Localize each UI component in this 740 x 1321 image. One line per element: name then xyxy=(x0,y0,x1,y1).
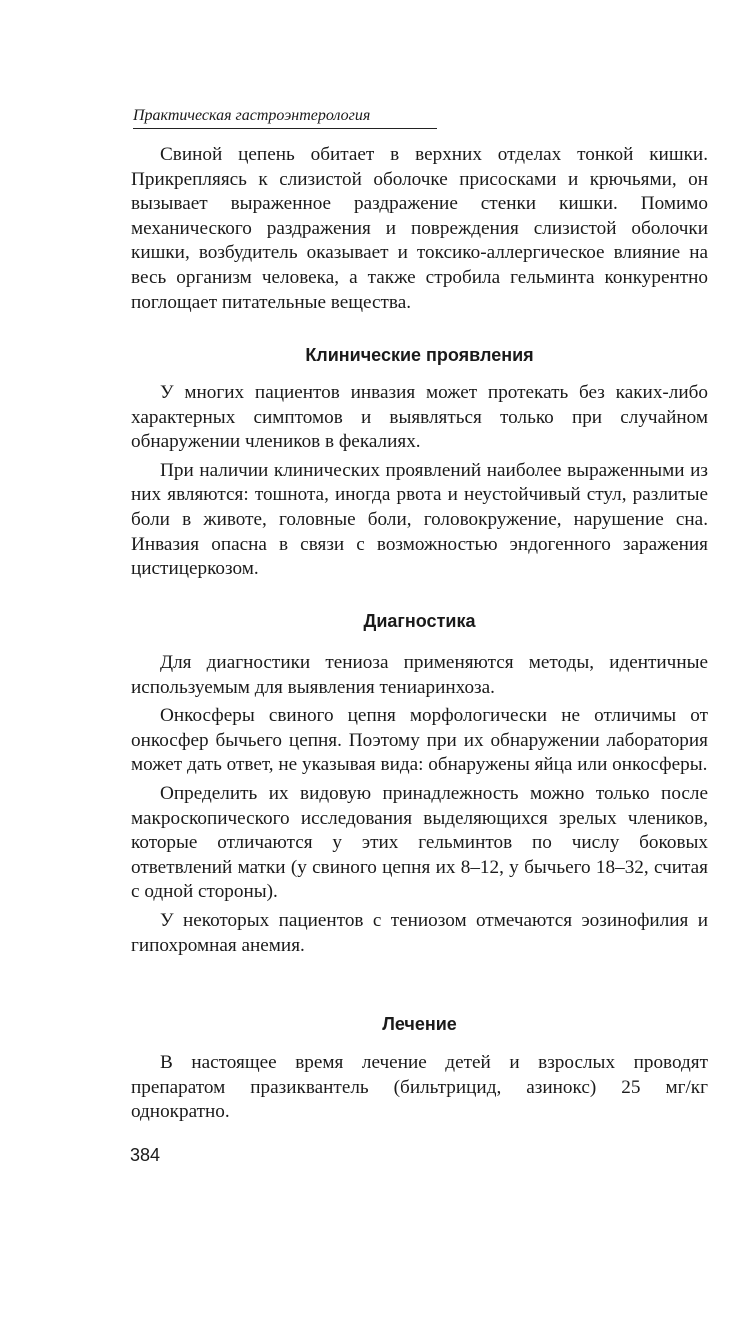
section-heading-treatment: Лечение xyxy=(382,1014,457,1034)
diagnostics-paragraph-3: Определить их видовую принадлежность можно только после макроскопического исследования выделяющихся зрелых члеников, которые отличаются у этих гельминтов по числу боковых ответвлений матки (у свиного цепня их 8–12, у бычьего 18–32, считая с одной стороны). xyxy=(131,782,708,903)
diagnostics-section xyxy=(131,651,708,958)
section-heading-diagnostics: Диагностика xyxy=(363,611,476,631)
intro-paragraph: Свиной цепень обитает в верхних отделах тонкой кишки. Прикрепляясь к слизистой оболочке присосками и крючьями, он вызывает выраженное раздражение стенки кишки. Помимо механического раздражения и повреждения слизистой оболочки кишки, возбудитель оказывает и токсико-аллергическое влияние на весь организм человека, а также стробила гельминта конкурентно поглощает питательные вещества. xyxy=(131,144,708,313)
treatment-section xyxy=(131,1051,708,1125)
diagnostics-paragraph-2: Онкосферы свиного цепня морфологически не отличимы от онкосфер бычьего цепня. Поэтому при их обнаружении лаборатория может дать ответ, не указывая вида: обнаружены яйца или онкосферы. xyxy=(131,705,708,776)
clinical-paragraph-1: У многих пациентов инвазия может протекать без каких-либо характерных симптомов и выявляться только при случайном обнаружении члеников в фекалиях. xyxy=(131,382,708,453)
intro-section xyxy=(131,143,708,315)
diagnostics-paragraph-1: Для диагностики тениоза применяются методы, идентичные используемым для выявления тениаринхоза. xyxy=(131,652,708,698)
diagnostics-paragraph-4: У некоторых пациентов с тениозом отмечаются эозинофилия и гипохромная анемия. xyxy=(131,909,708,956)
section-heading-clinical: Клинические проявления xyxy=(305,345,534,365)
clinical-paragraph-2: При наличии клинических проявлений наиболее выраженными из них являются: тошнота, иногда рвота и неустойчивый стул, разлитые боли в животе, головные боли, головокружение, нарушение сна. Инвазия опасна в связи с возможностью эндогенного заражения цистицеркозом. xyxy=(131,459,708,580)
page-number: 384 xyxy=(130,1145,161,1165)
treatment-paragraph: В настоящее время лечение детей и взрослых проводят препаратом празиквантель (бильтрицид, азинокс) 25 мг/кг однократно. xyxy=(131,1052,708,1123)
running-head: Практическая гастроэнтерология xyxy=(133,106,437,129)
clinical-section xyxy=(131,381,708,582)
